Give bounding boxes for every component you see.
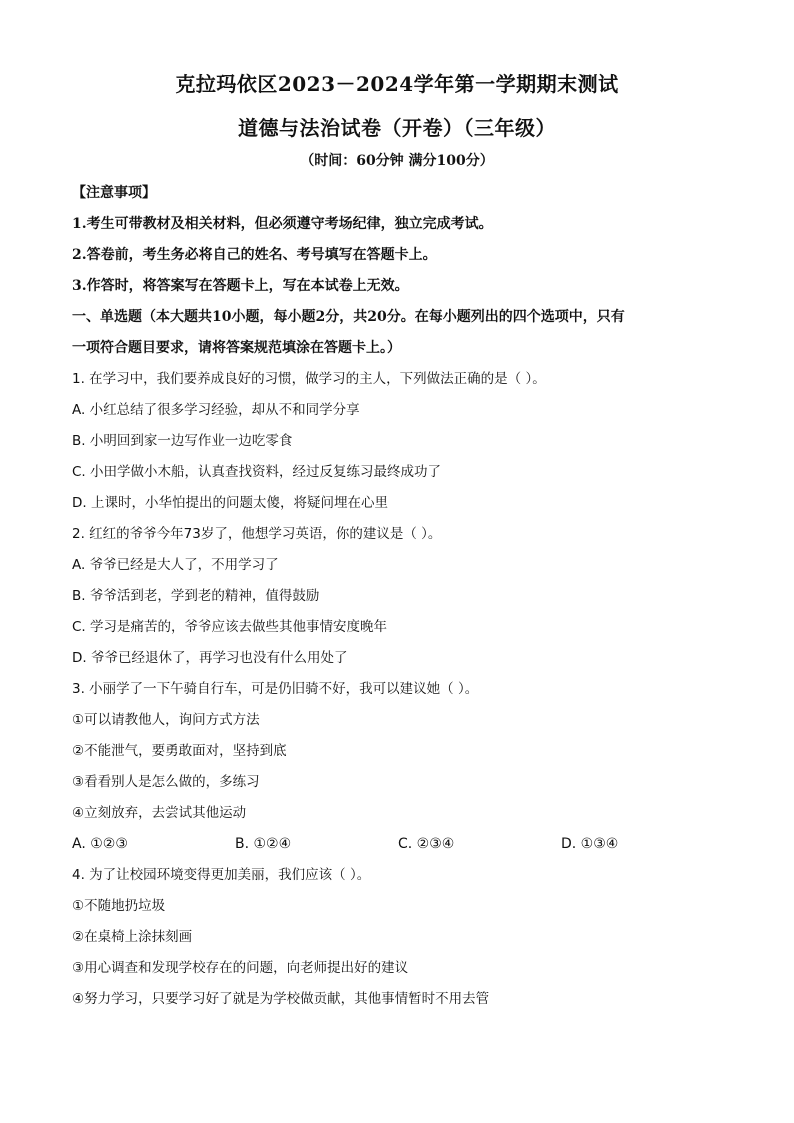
question-stem: 4. 为了让校园环境变得更加美丽，我们应该（ ）。 xyxy=(72,867,371,883)
statement-3: ③看看别人是怎么做的，多练习 xyxy=(72,774,260,790)
choice-d: D. ①③④ xyxy=(561,836,619,852)
exam-subject-title: 道德与法治试卷（开卷）（三年级） xyxy=(238,116,556,140)
question-3 xyxy=(72,674,724,860)
statement-2: ②不能泄气，要勇敢面对，坚持到底 xyxy=(72,743,287,759)
option-c: C. 学习是痛苦的，爷爷应该去做些其他事情安度晚年 xyxy=(72,619,388,635)
option-a: A. 小红总结了很多学习经验，却从不和同学分享 xyxy=(72,402,360,418)
notes-heading: 【注意事项】 xyxy=(72,185,156,201)
statement-1: ①可以请教他人，询问方式方法 xyxy=(72,712,260,728)
question-2 xyxy=(72,519,724,674)
question-4 xyxy=(72,860,724,1015)
option-c: C. 小田学做小木船，认真查找资料，经过反复练习最终成功了 xyxy=(72,464,442,480)
option-b: B. 爷爷活到老，学到老的精神，值得鼓励 xyxy=(72,588,320,604)
question-stem: 1. 在学习中，我们要养成良好的习惯，做学习的主人，下列做法正确的是（ ）。 xyxy=(72,371,546,387)
section-heading-line: 一项符合题目要求，请将答案规范填涂在答题卡上。） xyxy=(72,340,401,356)
statement-4: ④努力学习，只要学习好了就是为学校做贡献，其他事情暂时不用去管 xyxy=(72,991,490,1007)
statement-4: ④立刻放弃，去尝试其他运动 xyxy=(72,805,247,821)
note-item: 3.作答时，将答案写在答题卡上，写在本试卷上无效。 xyxy=(72,278,409,294)
note-item: 1.考生可带教材及相关材料，但必须遵守考场纪律，独立完成考试。 xyxy=(72,216,493,232)
statement-3: ③用心调查和发现学校存在的问题，向老师提出好的建议 xyxy=(72,960,409,976)
option-b: B. 小明回到家一边写作业一边吃零食 xyxy=(72,433,293,449)
exam-body xyxy=(72,178,724,1015)
exam-time-score: （时间：60分钟 满分100分） xyxy=(300,153,494,169)
choice-b: B. ①②④ xyxy=(235,836,292,852)
statement-1: ①不随地扔垃圾 xyxy=(72,898,166,914)
note-item: 2.答卷前，考生务必将自己的姓名、考号填写在答题卡上。 xyxy=(72,247,437,263)
option-a: A. 爷爷已经是大人了，不用学习了 xyxy=(72,557,279,573)
choice-row xyxy=(72,829,724,860)
option-d: D. 上课时，小华怕提出的问题太傻，将疑问埋在心里 xyxy=(72,495,388,511)
section-heading xyxy=(72,302,724,364)
option-d: D. 爷爷已经退休了，再学习也没有什么用处了 xyxy=(72,650,348,666)
choice-c: C. ②③④ xyxy=(398,836,455,852)
question-stem: 3. 小丽学了一下午骑自行车，可是仍旧骑不好，我可以建议她（ ）。 xyxy=(72,681,479,697)
question-1 xyxy=(72,364,724,519)
question-stem: 2. 红红的爷爷今年73岁了，他想学习英语，你的建议是（ ）。 xyxy=(72,526,442,542)
statement-2: ②在桌椅上涂抹刻画 xyxy=(72,929,193,945)
section-heading-line: 一、单选题（本大题共10小题，每小题2分，共20分。在每小题列出的四个选项中，只有 xyxy=(72,309,625,325)
exam-title: 克拉玛依区2023－2024学年第一学期期末测试 xyxy=(175,72,619,96)
choice-a: A. ①②③ xyxy=(72,836,128,852)
